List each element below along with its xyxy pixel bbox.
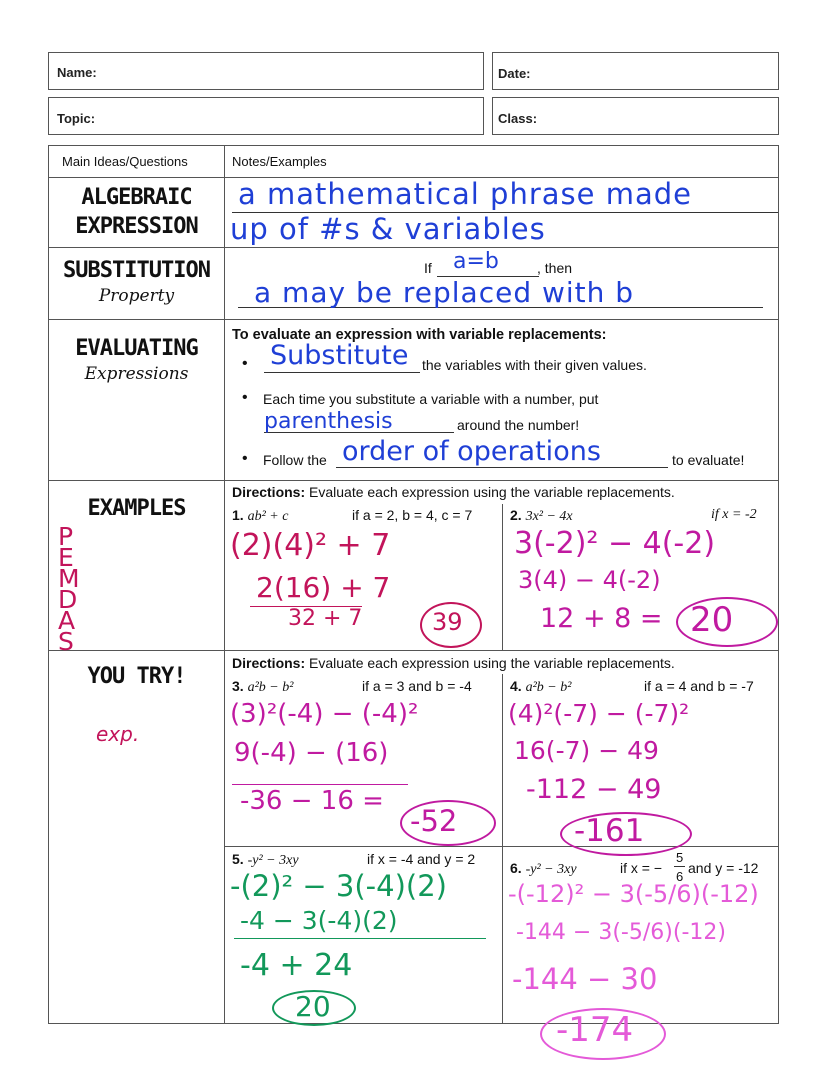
- work-line: -(2)² − 3(-4)(2): [230, 869, 447, 903]
- work-line: -4 + 24: [240, 948, 353, 983]
- examples-title: EXAMPLES: [87, 496, 186, 521]
- class-field[interactable]: [492, 97, 779, 135]
- pemdas-letter: D: [58, 585, 78, 614]
- bullet2-tail: around the number!: [457, 417, 580, 433]
- problem-expression: -y² − 3xy: [247, 853, 299, 868]
- topic-label: Topic:: [57, 111, 96, 126]
- row-divider: [48, 650, 779, 651]
- examples-directions: [232, 484, 675, 500]
- fill-blank: [264, 372, 420, 373]
- class-label: Class:: [498, 111, 538, 126]
- work-line: 9(-4) − (16): [234, 738, 389, 768]
- work-line: (3)²(-4) − (-4)²: [230, 699, 419, 729]
- if-label: If: [424, 260, 432, 276]
- if-fill: a=b: [453, 249, 499, 274]
- problem-number: 6.: [510, 860, 522, 876]
- directions-label: Directions:: [232, 484, 306, 500]
- substitution-note: a may be replaced with b: [254, 276, 635, 309]
- work-line: 16(-7) − 49: [514, 736, 659, 765]
- problem-5-condition: if x = -4 and y = 2: [367, 851, 476, 867]
- bullet-2: •: [242, 389, 248, 406]
- work-line: 3(4) − 4(-2): [518, 566, 661, 594]
- fraction-bar: [674, 866, 685, 867]
- pemdas-letter: M: [58, 564, 80, 593]
- you-try-note: exp.: [96, 722, 140, 746]
- problem-3-label: [232, 678, 293, 696]
- work-line: -36 − 16 =: [240, 786, 384, 816]
- algebraic-definition-line2: up of #s & variables: [230, 212, 546, 246]
- answer: 20: [295, 990, 331, 1023]
- problem-4-condition: if a = 4 and b = -7: [644, 678, 754, 694]
- bullet-1: •: [242, 355, 248, 372]
- date-label: Date:: [498, 66, 531, 81]
- problem-2-label: [510, 507, 573, 525]
- bullet2-text: Each time you substitute a variable with a number, put: [263, 391, 599, 407]
- problem-number: 3.: [232, 678, 244, 694]
- bullet2-fill: parenthesis: [264, 409, 393, 434]
- fill-blank: [336, 467, 668, 468]
- bullet-3: •: [242, 450, 248, 467]
- evaluating-subtitle: Expressions: [84, 364, 189, 384]
- pemdas-letter: S: [58, 627, 74, 656]
- row-divider: [48, 319, 779, 320]
- then-label: , then: [537, 260, 573, 276]
- problem-6-condition-a: if x = −: [620, 860, 663, 876]
- row-divider: [48, 247, 779, 248]
- work-line: (4)²(-7) − (-7)²: [508, 699, 690, 728]
- main-ideas-header: Main Ideas/Questions: [62, 154, 188, 169]
- problem-number: 1.: [232, 507, 244, 523]
- you-try-directions: [232, 655, 675, 671]
- problem-5-label: [232, 851, 299, 869]
- problem-divider: [502, 504, 503, 650]
- problem-expression: -y² − 3xy: [525, 862, 577, 877]
- problem-number: 2.: [510, 507, 522, 523]
- date-field[interactable]: [492, 52, 779, 90]
- work-line: 12 + 8 =: [540, 603, 663, 634]
- problem-divider: [502, 674, 503, 1024]
- substitution-subtitle: Property: [98, 286, 175, 306]
- substitution-title: SUBSTITUTION: [63, 258, 210, 283]
- directions-text: Evaluate each expression using the variable replacements.: [309, 484, 675, 500]
- bullet3-tail: to evaluate!: [672, 452, 745, 468]
- work-line: -144 − 3(-5/6)(-12): [516, 920, 726, 945]
- work-line: (2)(4)² + 7: [230, 528, 391, 563]
- problem-expression: a²b − b²: [247, 680, 294, 695]
- pemdas-letter: P: [58, 522, 74, 551]
- answer: -174: [556, 1010, 634, 1050]
- evaluating-title: EVALUATING: [75, 336, 198, 361]
- work-line: 2(16) + 7: [256, 571, 391, 604]
- work-line: -112 − 49: [526, 774, 662, 805]
- work-line: -(-12)² − 3(-5/6)(-12): [508, 880, 759, 908]
- work-line: 32 + 7: [288, 606, 363, 631]
- problem-expression: 3x² − 4x: [525, 509, 573, 524]
- evaluating-heading: To evaluate an expression with variable replacements:: [232, 327, 607, 343]
- name-label: Name:: [57, 65, 97, 80]
- problem-1-condition: if a = 2, b = 4, c = 7: [352, 507, 473, 523]
- algebraic-title-line1: ALGEBRAIC: [81, 185, 192, 210]
- answer: 20: [690, 600, 734, 640]
- problem-number: 5.: [232, 851, 244, 867]
- algebraic-title: [49, 183, 224, 241]
- answer: -52: [410, 804, 458, 838]
- work-line: -4 − 3(-4)(2): [240, 906, 398, 935]
- you-try-title: YOU TRY!: [87, 664, 186, 689]
- topic-field[interactable]: [48, 97, 484, 135]
- problem-6-condition-b: and y = -12: [688, 860, 759, 876]
- bullet3-fill: order of operations: [342, 436, 601, 467]
- work-line: 3(-2)² − 4(-2): [514, 526, 716, 561]
- problem-number: 4.: [510, 678, 522, 694]
- fraction-numerator: 5: [676, 850, 684, 865]
- answer: -161: [574, 813, 645, 849]
- problem-6-label: [510, 860, 577, 878]
- problem-2-condition: if x = -2: [711, 507, 757, 522]
- bullet3-lead: Follow the: [263, 452, 327, 468]
- pemdas-letter: E: [58, 543, 74, 572]
- fraction-denominator: 6: [676, 869, 684, 884]
- name-field[interactable]: [48, 52, 484, 90]
- problem-expression: a²b − b²: [525, 680, 572, 695]
- row-divider: [48, 480, 779, 481]
- problem-1-label: [232, 507, 288, 525]
- problem-4-label: [510, 678, 571, 696]
- pemdas-mnemonic: [58, 522, 80, 656]
- directions-text: Evaluate each expression using the variable replacements.: [309, 655, 675, 671]
- answer: 39: [432, 608, 463, 636]
- work-underline: [232, 784, 408, 785]
- algebraic-title-line2: EXPRESSION: [75, 214, 198, 239]
- algebraic-definition-line1: a mathematical phrase made: [238, 177, 692, 211]
- column-divider: [224, 145, 225, 1024]
- bullet1-fill: Substitute: [270, 340, 409, 371]
- directions-label: Directions:: [232, 655, 306, 671]
- problem-expression: ab² + c: [247, 509, 289, 524]
- bullet1-text: the variables with their given values.: [422, 357, 647, 373]
- work-underline: [234, 938, 486, 939]
- notes-header: Notes/Examples: [232, 154, 327, 169]
- work-line: -144 − 30: [512, 962, 658, 996]
- pemdas-letter: A: [58, 606, 76, 635]
- problem-3-condition: if a = 3 and b = -4: [362, 678, 472, 694]
